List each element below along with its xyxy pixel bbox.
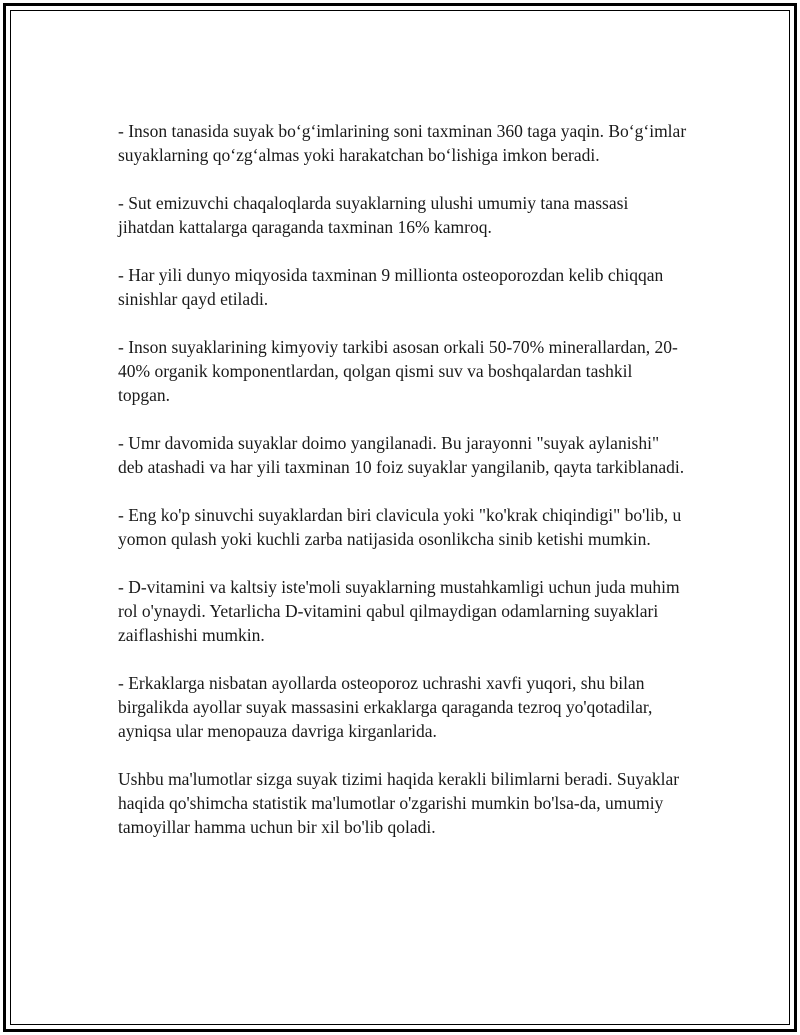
fact-vitamin-d-calcium: - D-vitamini va kaltsiy iste'moli suyaklarning mustahkamligi uchun juda muhim rol o'ynaydi. Yetarlicha D-vitamini qabul qilmaydigan odamlarning suyaklari zaiflashishi mumkin. xyxy=(118,577,680,645)
fact-osteoporosis-women: - Erkaklarga nisbatan ayollarda osteoporoz uchrashi xavfi yuqori, shu bilan birgalikda ayollar suyak massasini erkaklarga qaraganda tezroq yo'qotadilar, ayniqsa ular menopauza davriga kirganlarida. xyxy=(118,673,653,741)
document-body xyxy=(118,119,688,839)
fact-bone-composition: - Inson suyaklarining kimyoviy tarkibi asosan orkali 50-70% minerallardan, 20-40% organik komponentlardan, qolgan qismi suv va boshqalardan tashkil topgan. xyxy=(118,337,678,405)
fact-osteoporosis-fractures: - Har yili dunyo miqyosida taxminan 9 millionta osteoporozdan kelib chiqqan sinishlar qayd etiladi. xyxy=(118,265,664,309)
fact-infant-bone-mass: - Sut emizuvchi chaqaloqlarda suyaklarning ulushi umumiy tana massasi jihatdan kattalarga qaraganda taxminan 16% kamroq. xyxy=(118,193,629,237)
closing-paragraph: Ushbu ma'lumotlar sizga suyak tizimi haqida kerakli bilimlarni beradi. Suyaklar haqida qo'shimcha statistik ma'lumotlar o'zgarishi mumkin bo'lsa-da, umumiy tamoyillar hamma uchun bir xil bo'lib qoladi. xyxy=(118,769,680,837)
fact-clavicula: - Eng ko'p sinuvchi suyaklardan biri clavicula yoki "ko'krak chiqindigi" bo'lib, u yomon qulash yoki kuchli zarba natijasida osonlikcha sinib ketishi mumkin. xyxy=(118,505,682,549)
fact-bone-remodeling: - Umr davomida suyaklar doimo yangilanadi. Bu jarayonni "suyak aylanishi" deb atashadi va har yili taxminan 10 foiz suyaklar yangilanib, qayta tarkiblanadi. xyxy=(118,433,685,477)
fact-bone-joints: - Inson tanasida suyak bo‘g‘imlarining soni taxminan 360 taga yaqin. Bo‘g‘imlar suyaklarning qo‘zg‘almas yoki harakatchan bo‘lishiga imkon beradi. xyxy=(118,121,687,165)
